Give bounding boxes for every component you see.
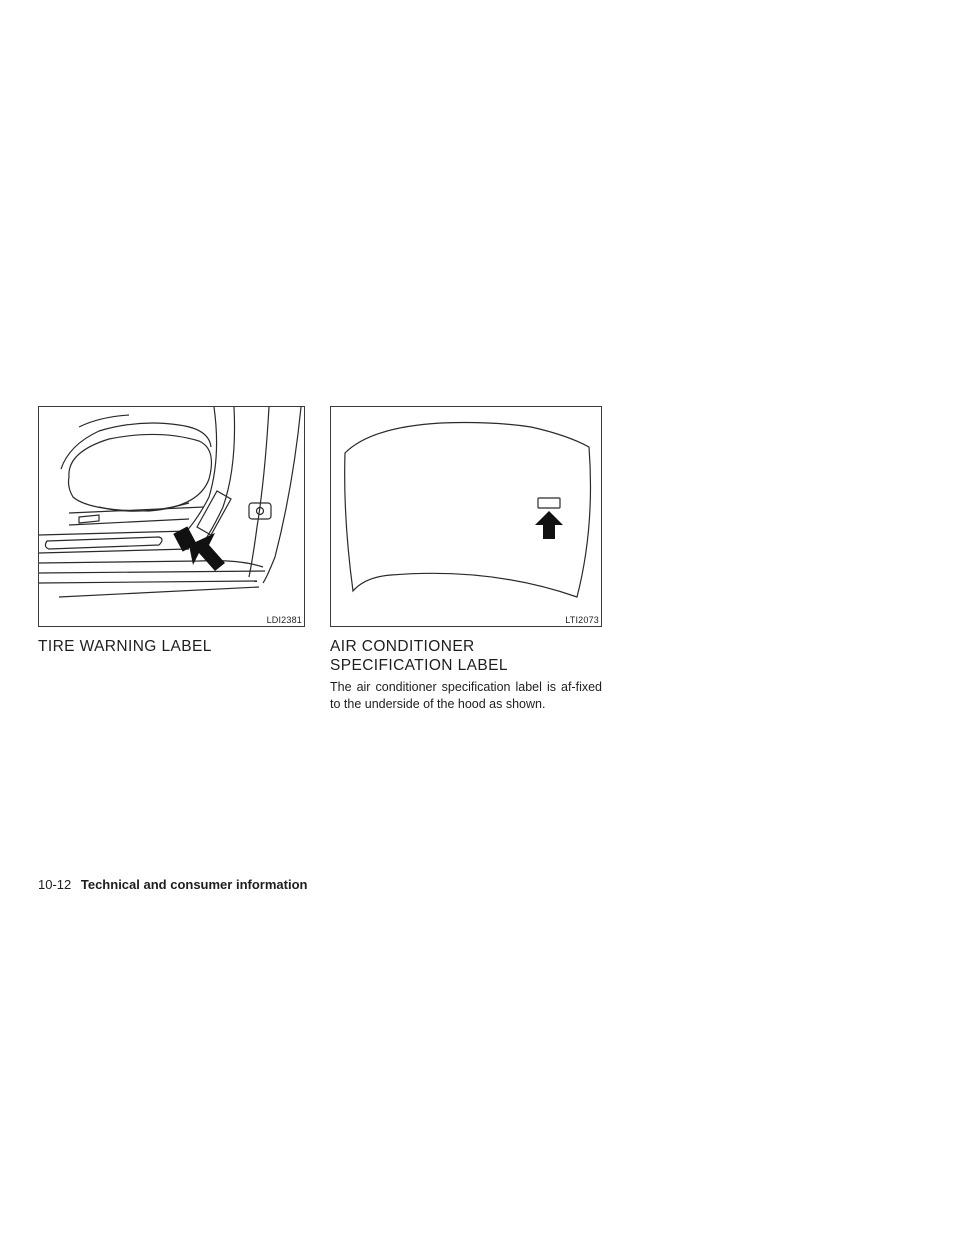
figure-code: LTI2073: [565, 615, 599, 625]
ac-label-description: The air conditioner specification label is af-fixed to the underside of the hood as shown.: [330, 680, 602, 711]
tire-label-figure: [38, 406, 305, 627]
page-footer: [38, 877, 307, 892]
page-number: 10-12: [38, 877, 72, 892]
door-sill-illustration: [39, 407, 305, 627]
ac-specification-label-heading: AIR CONDITIONER SPECIFICATION LABEL: [330, 638, 508, 674]
hood-illustration: [331, 407, 602, 627]
ac-label-figure: [330, 406, 602, 627]
tire-warning-label-heading: TIRE WARNING LABEL: [38, 638, 212, 655]
figure-code: LDI2381: [266, 615, 302, 625]
section-title: Technical and consumer information: [80, 877, 308, 892]
